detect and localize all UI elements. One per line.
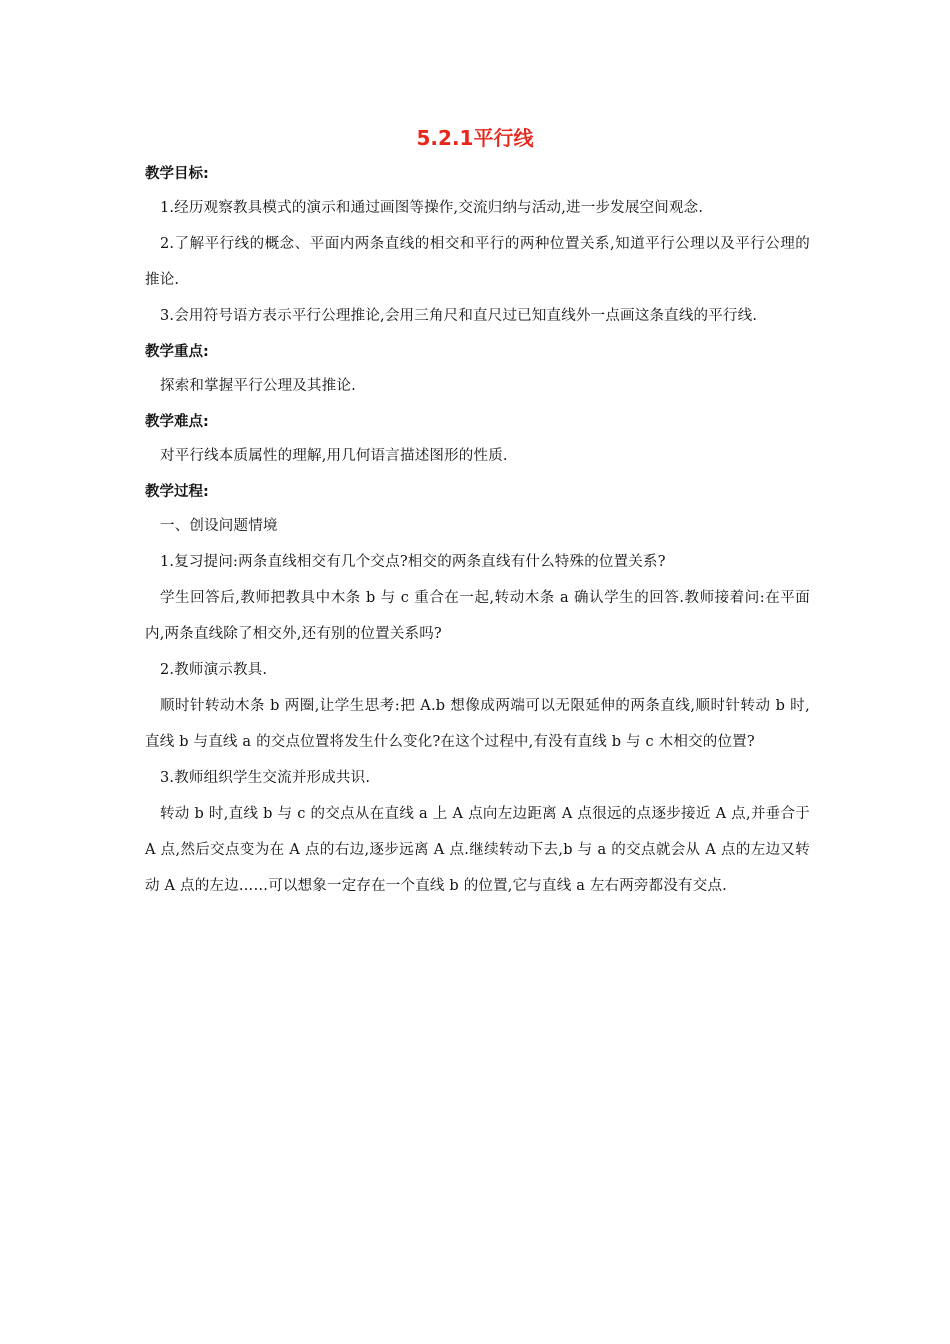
section-heading-objectives: 教学目标: [145,166,209,182]
objective-item-3: 3.会用符号语方表示平行公理推论,会用三角尺和直尺过已知直线外一点画这条直线的平行线. [160,308,758,324]
process-item-5: 顺时针转动木条 b 两圈,让学生思考:把 A.b 想像成两端可以无限延伸的两条直线,顺时针转动 b 时,直线 b 与直线 a 的交点位置将发生什么变化?在这个过程中,有没有直线 b 与 c 木相交的位置? [145,698,810,750]
section-heading-difficulties: 教学难点: [145,414,209,430]
process-item-1: 一、创设问题情境 [160,518,278,534]
section-heading-process: 教学过程: [145,484,209,500]
process-item-2: 1.复习提问:两条直线相交有几个交点?相交的两条直线有什么特殊的位置关系? [160,554,666,570]
process-item-4: 2.教师演示教具. [160,662,268,678]
objective-item-2: 2.了解平行线的概念、平面内两条直线的相交和平行的两种位置关系,知道平行公理以及平行公理的推论. [145,236,810,288]
objective-item-1: 1.经历观察教具模式的演示和通过画图等操作,交流归纳与活动,进一步发展空间观念. [160,200,704,216]
process-item-7: 转动 b 时,直线 b 与 c 的交点从在直线 a 上 A 点向左边距离 A 点很远的点逐步接近 A 点,并垂合于 A 点,然后交点变为在 A 点的右边,逐步远离 A 点.继续转动下去,b 与 a 的交点就会从 A 点的左边又转动 A 点的左边……可以想象一定存在一个直线 b 的位置,它与直线 a 左右两旁都没有交点. [145,806,810,894]
process-item-3: 学生回答后,教师把教具中木条 b 与 c 重合在一起,转动木条 a 确认学生的回答.教师接着问:在平面内,两条直线除了相交外,还有别的位置关系吗? [145,590,810,642]
document-body [145,164,810,912]
section-heading-key-points: 教学重点: [145,344,209,360]
key-points-text: 探索和掌握平行公理及其推论. [160,378,356,394]
process-item-6: 3.教师组织学生交流并形成共识. [160,770,371,786]
document-title: 5.2.1平行线 [416,126,534,150]
difficulties-text: 对平行线本质属性的理解,用几何语言描述图形的性质. [160,448,508,464]
